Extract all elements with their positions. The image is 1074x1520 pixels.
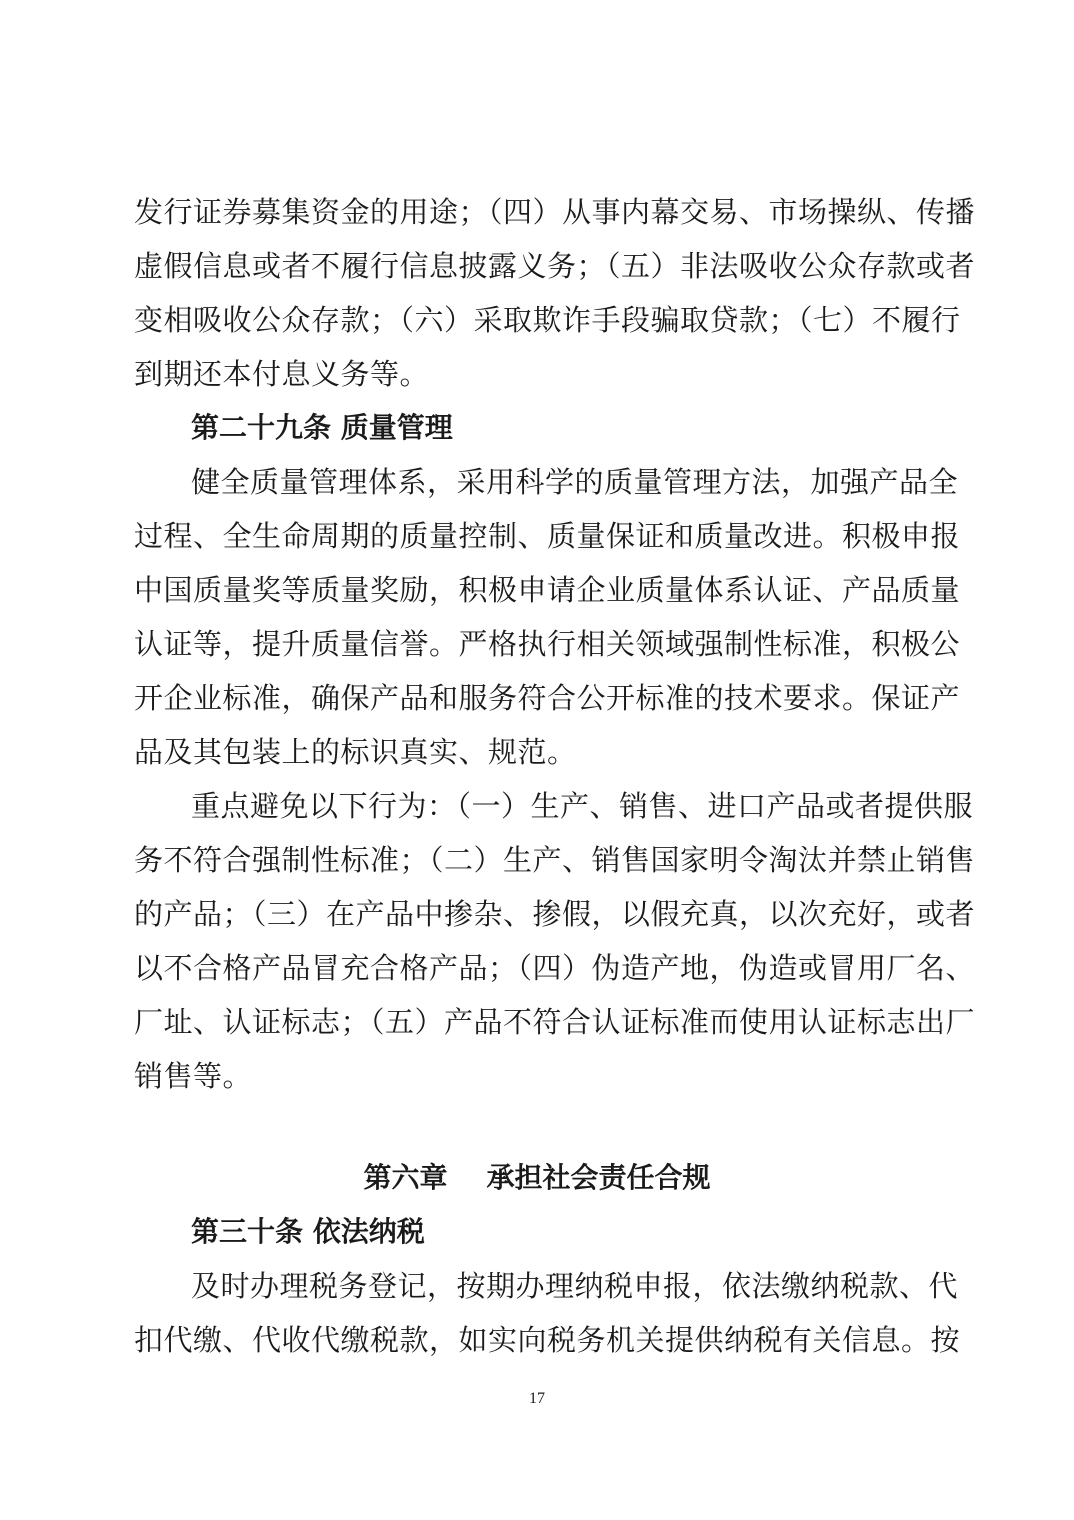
body-line: 认证等，提升质量信誉。严格执行相关领域强制性标准，积极公 [134, 627, 961, 661]
page-number: 17 [529, 1390, 545, 1407]
body-line: 厂址、认证标志；（五）产品不符合认证标准而使用认证标志出厂 [134, 1005, 976, 1039]
body-line: 重点避免以下行为：（一）生产、销售、进口产品或者提供服 [191, 789, 974, 823]
body-line: 销售等。 [134, 1059, 253, 1093]
body-line: 中国质量奖等质量奖励，积极申请企业质量体系认证、产品质量 [134, 573, 961, 607]
body-line: 以不合格产品冒充合格产品；（四）伪造产地，伪造或冒用厂名、 [134, 951, 976, 985]
body-line: 的产品；（三）在产品中掺杂、掺假，以假充真，以次充好，或者 [134, 897, 976, 931]
article-30-heading: 第三十条 依法纳税 [191, 1215, 425, 1248]
body-line: 品及其包装上的标识真实、规范。 [134, 735, 577, 769]
body-line: 扣代缴、代收代缴税款，如实向税务机关提供纳税有关信息。按 [134, 1323, 961, 1357]
body-line: 到期还本付息义务等。 [134, 357, 430, 391]
body-line: 发行证券募集资金的用途；（四）从事内幕交易、市场操纵、传播 [134, 195, 976, 229]
body-line: 开企业标准，确保产品和服务符合公开标准的技术要求。保证产 [134, 681, 961, 715]
body-line: 过程、全生命周期的质量控制、质量保证和质量改进。积极申报 [134, 519, 961, 553]
body-line: 及时办理税务登记，按期办理纳税申报，依法缴纳税款、代 [191, 1269, 959, 1303]
chapter-6-title: 第六章 承担社会责任合规 [363, 1161, 711, 1194]
body-line: 虚假信息或者不履行信息披露义务；（五）非法吸收公众存款或者 [134, 249, 976, 283]
body-line: 健全质量管理体系，采用科学的质量管理方法，加强产品全 [191, 465, 959, 499]
body-line: 务不符合强制性标准；（二）生产、销售国家明令淘汰并禁止销售 [134, 843, 976, 877]
article-29-heading: 第二十九条 质量管理 [191, 411, 453, 444]
body-line: 变相吸收公众存款；（六）采取欺诈手段骗取贷款；（七）不履行 [134, 303, 961, 337]
